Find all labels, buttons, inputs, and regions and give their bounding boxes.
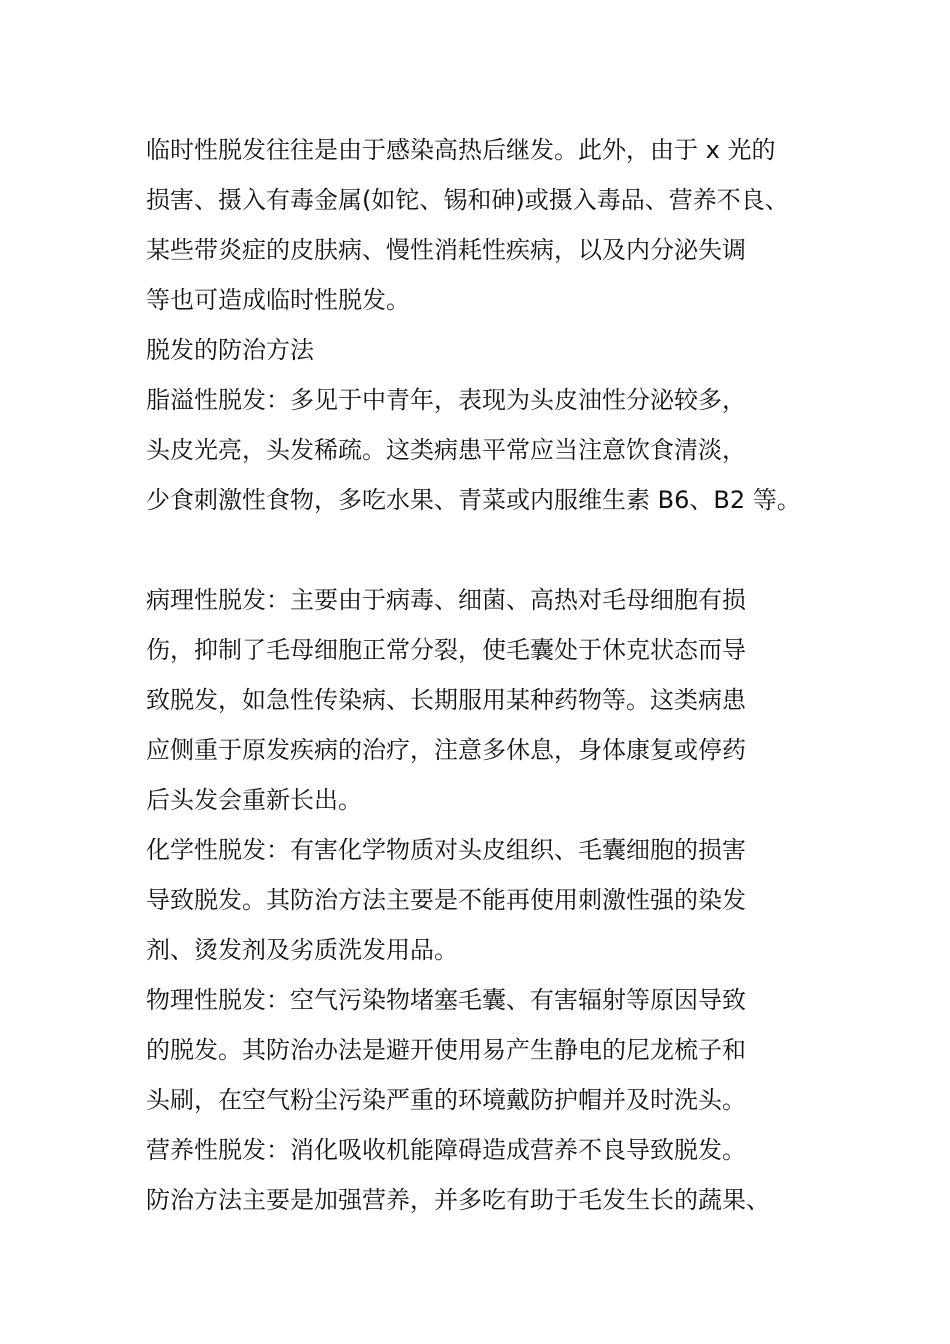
text-line: 导致脱发。其防治方法主要是不能再使用刺激性强的染发 (146, 886, 746, 914)
text-line: 化学性脱发：有害化学物质对头皮组织、毛囊细胞的损害 (146, 836, 746, 864)
text-line: 等也可造成临时性脱发。 (146, 286, 410, 314)
text-line: 营养性脱发：消化吸收机能障碍造成营养不良导致脱发。 (146, 1136, 746, 1164)
text-line: 脂溢性脱发：多见于中青年，表现为头皮油性分泌较多， (146, 386, 746, 414)
section-heading: 脱发的防治方法 (146, 336, 314, 364)
text-line: 剂、烫发剂及劣质洗发用品。 (146, 936, 458, 964)
text-line: 致脱发，如急性传染病、长期服用某种药物等。这类病患 (146, 686, 746, 714)
text-line: 损害、摄入有毒金属(如铊、锡和砷)或摄入毒品、营养不良、 (146, 186, 789, 214)
text-line: 的脱发。其防治办法是避开使用易产生静电的尼龙梳子和 (146, 1036, 746, 1064)
text-line: 应侧重于原发疾病的治疗，注意多休息，身体康复或停药 (146, 736, 746, 764)
text-line: 病理性脱发：主要由于病毒、细菌、高热对毛母细胞有损 (146, 586, 746, 614)
text-line: 物理性脱发：空气污染物堵塞毛囊、有害辐射等原因导致 (146, 986, 746, 1014)
text-line: 少食刺激性食物，多吃水果、青菜或内服维生素 B6、B2 等。 (146, 486, 801, 514)
text-line: 后头发会重新长出。 (146, 786, 362, 814)
text-line: 临时性脱发往往是由于感染高热后继发。此外，由于 x 光的 (146, 136, 776, 164)
text-line: 头皮光亮，头发稀疏。这类病患平常应当注意饮食清淡， (146, 436, 746, 464)
text-line: 防治方法主要是加强营养，并多吃有助于毛发生长的蔬果、 (146, 1186, 770, 1214)
text-line: 伤，抑制了毛母细胞正常分裂，使毛囊处于休克状态而导 (146, 636, 746, 664)
text-line: 头刷，在空气粉尘污染严重的环境戴防护帽并及时洗头。 (146, 1086, 746, 1114)
text-line: 某些带炎症的皮肤病、慢性消耗性疾病，以及内分泌失调 (146, 236, 746, 264)
